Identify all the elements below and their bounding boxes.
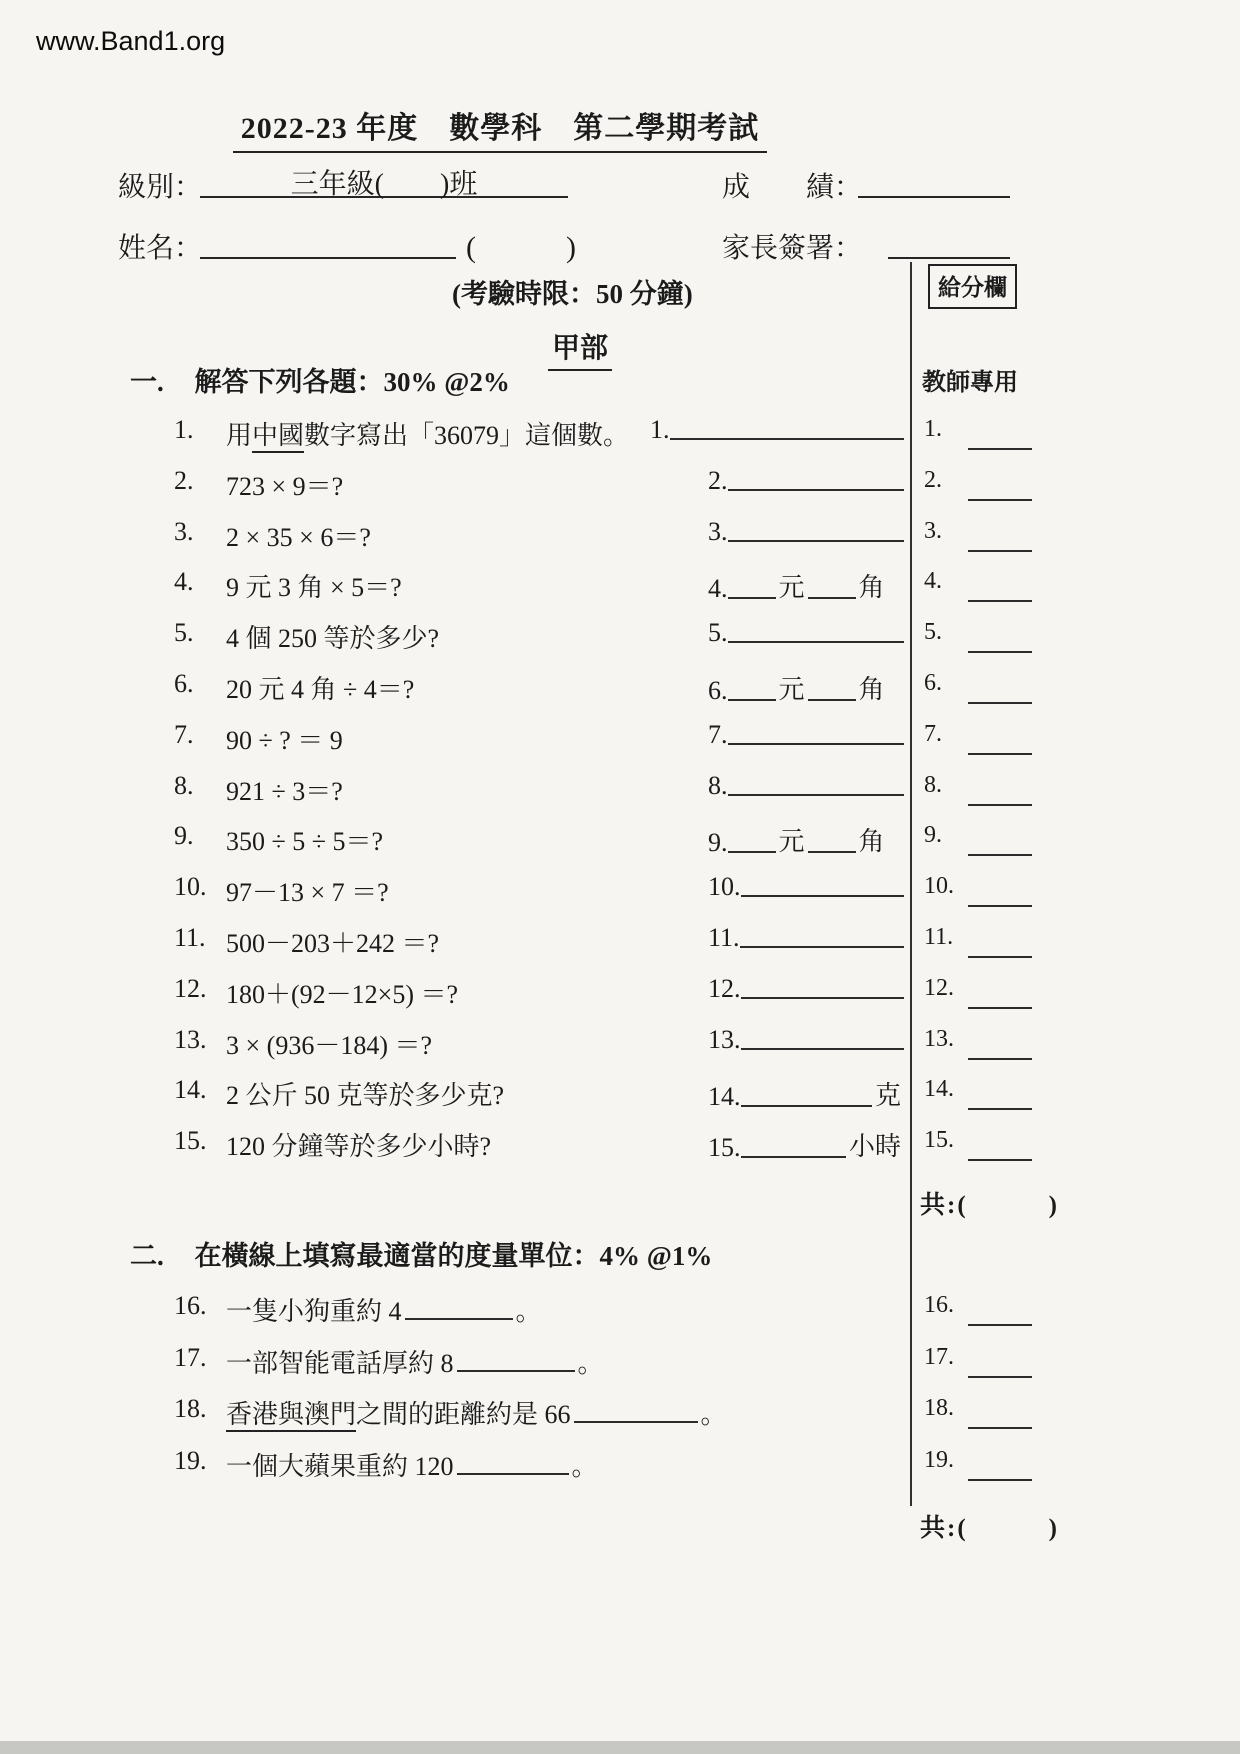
question-text (226, 923, 439, 960)
marks-line (968, 905, 1032, 907)
answer-number: 11. (708, 922, 740, 952)
question-number: 7. (174, 719, 194, 749)
marks-column-a (924, 406, 1036, 1168)
marks-row (924, 762, 1036, 813)
answer-line (741, 1048, 905, 1050)
score-label: 成 績： (722, 172, 863, 203)
answer-blank-area (708, 872, 904, 902)
answer-blank-area (708, 618, 904, 648)
question-text-part: 用 (226, 421, 253, 450)
question-text (226, 567, 402, 604)
marks-number: 17. (924, 1343, 954, 1370)
unit-label: 小時 (848, 1132, 901, 1162)
section-b-text: 在橫線上填寫最適當的度量單位：4% @1% (194, 1241, 713, 1271)
answer-line (740, 946, 904, 948)
question-row (130, 914, 910, 965)
question-row (130, 558, 910, 609)
question-text-part: 3 × (936－184) ＝? (226, 1030, 433, 1060)
question-text-part: 數字寫出「36079」這個數。 (304, 421, 630, 450)
marks-number: 13. (924, 1025, 954, 1052)
question-row (130, 812, 910, 863)
question-text (226, 517, 371, 554)
exam-title-text: 2022-23 年度 數學科 第二學期考試 (233, 103, 768, 153)
marks-row (924, 406, 1036, 457)
question-text-part: 。 (700, 1400, 727, 1429)
marks-row (924, 863, 1036, 914)
marks-row (924, 660, 1036, 711)
marks-row (924, 1385, 1036, 1437)
question-text-part: 120 分鐘等於多少小時? (226, 1132, 492, 1162)
question-text (226, 1075, 504, 1112)
question-number: 9. (174, 821, 194, 851)
part-a-heading (548, 326, 612, 371)
question-text (226, 720, 343, 757)
question-text-part: 20 元 4 角 ÷ 4＝? (226, 674, 415, 704)
parent-signature-label: 家長簽署： (722, 233, 863, 264)
answer-line (728, 540, 905, 542)
answer-line (808, 851, 856, 853)
answer-line (728, 851, 776, 853)
exam-title (0, 103, 1000, 153)
marks-row (924, 965, 1036, 1016)
marks-number: 2. (924, 466, 942, 493)
answer-line (808, 597, 856, 599)
unit-label: 角 (858, 674, 885, 704)
section-a-number: 一. (130, 367, 164, 397)
answer-line (728, 743, 905, 745)
question-text-part: 500－203＋242 ＝? (226, 928, 440, 958)
question-number: 1. (174, 415, 194, 444)
marks-number: 5. (924, 619, 942, 646)
question-text-part: 97－13 × 7 ＝? (226, 878, 389, 908)
marks-line (968, 499, 1032, 501)
marks-line (968, 1159, 1032, 1161)
question-text (226, 872, 389, 909)
class-label: 級別： (118, 172, 203, 203)
watermark: www.Band1.org (36, 26, 226, 56)
question-row (130, 863, 910, 914)
marks-line (968, 651, 1032, 653)
question-row (130, 1066, 910, 1117)
marks-line (968, 1058, 1032, 1060)
marks-number: 18. (924, 1395, 954, 1421)
marks-line (968, 956, 1032, 958)
answer-number: 10. (708, 872, 741, 902)
question-text-part: 。 (571, 1451, 598, 1481)
teacher-use-header: 教師專用 (922, 370, 1018, 396)
answer-line (728, 641, 905, 643)
question-text (226, 618, 439, 655)
question-number: 4. (174, 567, 194, 597)
marks-number: 16. (924, 1292, 954, 1318)
unit-label: 元 (778, 674, 805, 704)
answer-number: 15. (708, 1133, 741, 1163)
question-number: 6. (174, 668, 194, 698)
question-text (226, 821, 383, 858)
question-number: 2. (174, 465, 194, 495)
student-number-paren: ( ) (466, 231, 576, 264)
question-text-part: 921 ÷ 3＝? (226, 776, 343, 806)
unit-label: 角 (858, 573, 885, 603)
fill-blank-line (457, 1370, 575, 1372)
marks-box-title: 給分欄 (928, 264, 1017, 309)
question-number: 13. (174, 1024, 207, 1054)
answer-number: 13. (708, 1024, 741, 1054)
question-text (226, 1446, 598, 1483)
question-text-part: 之間的距離約是 66 (356, 1400, 571, 1429)
section-a-subtotal: 共:( ) (920, 1192, 1059, 1219)
question-row (130, 609, 910, 660)
question-text (226, 415, 629, 452)
question-row (130, 711, 910, 762)
marks-number: 3. (924, 517, 942, 544)
time-limit: (考驗時限：50 分鐘) (452, 279, 693, 309)
marks-row (924, 1282, 1036, 1334)
marks-line (968, 753, 1032, 755)
question-row (130, 508, 910, 559)
question-text (226, 1394, 727, 1431)
answer-number: 4. (708, 574, 728, 604)
question-text (226, 771, 343, 808)
unit-label: 元 (778, 573, 805, 603)
answer-line (728, 794, 905, 796)
marks-line (968, 550, 1032, 552)
question-number: 19. (174, 1445, 207, 1475)
answer-line (741, 1105, 872, 1107)
scan-edge-artifact (0, 1741, 1240, 1754)
answer-number: 12. (708, 973, 741, 1003)
question-number: 11. (174, 922, 206, 952)
question-number: 14. (174, 1075, 207, 1105)
marks-line (968, 1479, 1032, 1481)
fill-blank-line (574, 1421, 698, 1423)
score-line (858, 162, 1010, 198)
marks-line (968, 1376, 1032, 1378)
answer-blank-area (708, 466, 904, 496)
parent-signature-line (888, 223, 1010, 259)
marks-row (924, 609, 1036, 660)
fill-blank-line (405, 1318, 513, 1320)
marks-row (924, 1334, 1036, 1386)
question-text-part: 4 個 250 等於多少? (226, 624, 440, 654)
marks-row (924, 457, 1036, 508)
answer-line (728, 489, 905, 491)
marks-number: 14. (924, 1076, 954, 1103)
answer-line (741, 1156, 846, 1158)
marks-number: 9. (924, 822, 942, 849)
marks-column-divider (910, 262, 912, 1506)
question-text-part: 350 ÷ 5 ÷ 5＝? (226, 827, 384, 857)
marks-line (968, 804, 1032, 806)
marks-row (924, 1016, 1036, 1067)
underlined-text: 中國 (252, 421, 304, 453)
section-a-heading (130, 360, 510, 399)
marks-number: 10. (924, 873, 954, 900)
answer-blank-area (708, 1126, 904, 1163)
question-number: 12. (174, 973, 207, 1003)
answer-blank-area (708, 1075, 904, 1112)
answer-number: 1. (650, 415, 670, 444)
answer-blank-area (708, 567, 904, 604)
answer-blank-area (708, 771, 904, 801)
answer-blank-area (708, 923, 904, 953)
question-number: 18. (174, 1394, 207, 1423)
marks-number: 1. (924, 416, 942, 442)
marks-line (968, 1427, 1032, 1429)
question-text (226, 1291, 542, 1328)
name-label: 姓名： (118, 233, 203, 264)
answer-number: 9. (708, 828, 728, 858)
marks-line (968, 600, 1032, 602)
question-text-part: 。 (577, 1348, 604, 1378)
marks-line (968, 448, 1032, 450)
question-text-part: 90 ÷ ? ＝ 9 (226, 725, 343, 755)
question-row (130, 1282, 910, 1334)
marks-line (968, 854, 1032, 856)
marks-column-b (924, 1282, 1036, 1488)
question-text-part: 一個大蘋果重約 120 (226, 1451, 454, 1481)
answer-line (728, 699, 776, 701)
marks-row (924, 1437, 1036, 1489)
answer-line (728, 597, 776, 599)
section-a-question-list (130, 406, 910, 1168)
question-text (226, 466, 343, 503)
question-row (130, 660, 910, 711)
part-a-text: 甲部 (548, 326, 612, 371)
marks-number: 7. (924, 720, 942, 747)
question-number: 16. (174, 1291, 207, 1320)
question-number: 8. (174, 770, 194, 800)
question-text (226, 1126, 491, 1163)
answer-blank-area (708, 821, 904, 858)
marks-number: 12. (924, 974, 954, 1001)
question-text-part: 2 × 35 × 6＝? (226, 522, 371, 552)
answer-line (741, 895, 905, 897)
question-text (226, 1025, 432, 1062)
answer-number: 2. (708, 465, 728, 495)
marks-row (924, 1066, 1036, 1117)
answer-line (670, 438, 905, 440)
question-text-part: 9 元 3 角 × 5＝? (226, 573, 402, 603)
question-row (130, 1437, 910, 1489)
marks-row (924, 1117, 1036, 1168)
marks-row (924, 558, 1036, 609)
answer-blank-area (708, 974, 904, 1004)
unit-label: 元 (778, 827, 805, 857)
marks-number: 15. (924, 1127, 954, 1154)
question-row (130, 457, 910, 508)
question-text-part: 一隻小狗重約 4 (226, 1297, 402, 1326)
marks-line (968, 1007, 1032, 1009)
unit-label: 角 (858, 827, 885, 857)
marks-row (924, 914, 1036, 965)
question-row (130, 965, 910, 1016)
underlined-text: 香港與澳門 (226, 1400, 356, 1432)
question-number: 5. (174, 618, 194, 648)
question-row (130, 1334, 910, 1386)
marks-number: 19. (924, 1446, 954, 1473)
question-row (130, 406, 910, 457)
answer-blank-area (708, 1025, 904, 1055)
marks-row (924, 812, 1036, 863)
marks-line (968, 1324, 1032, 1326)
answer-blank-area (708, 720, 904, 750)
question-row (130, 1016, 910, 1067)
answer-number: 7. (708, 719, 728, 749)
question-number: 15. (174, 1126, 207, 1156)
class-value-line: 三年級( )班 (200, 162, 568, 198)
question-text-part: 180＋(92－12×5) ＝? (226, 979, 459, 1009)
marks-line (968, 1108, 1032, 1110)
question-text-part: 一部智能電話厚約 8 (226, 1348, 454, 1378)
question-text (226, 974, 458, 1011)
answer-number: 5. (708, 618, 728, 648)
answer-blank-area (708, 669, 904, 706)
section-b-number: 二. (130, 1241, 164, 1271)
marks-row (924, 711, 1036, 762)
unit-label: 克 (874, 1081, 901, 1111)
question-text-part: 723 × 9＝? (226, 471, 344, 501)
answer-line (808, 699, 856, 701)
name-line (200, 223, 456, 259)
answer-blank-area (650, 415, 904, 445)
question-text (226, 669, 414, 706)
marks-number: 11. (924, 923, 954, 950)
question-row (130, 1385, 910, 1437)
section-b-question-list (130, 1282, 910, 1488)
answer-number: 3. (708, 516, 728, 546)
answer-blank-area (708, 517, 904, 547)
question-row (130, 1117, 910, 1168)
marks-line (968, 702, 1032, 704)
answer-line (741, 997, 905, 999)
question-text-part: 。 (515, 1297, 542, 1326)
question-row (130, 762, 910, 813)
answer-number: 8. (708, 770, 728, 800)
fill-blank-line (457, 1473, 569, 1475)
question-text-part: 2 公斤 50 克等於多少克? (226, 1081, 505, 1111)
answer-number: 6. (708, 675, 728, 705)
marks-number: 4. (924, 568, 942, 595)
marks-number: 8. (924, 771, 942, 798)
section-a-text: 解答下列各題：30% @2% (194, 367, 510, 397)
section-b-heading (130, 1234, 712, 1273)
answer-number: 14. (708, 1082, 741, 1112)
marks-row (924, 508, 1036, 559)
section-b-subtotal: 共:( ) (920, 1515, 1059, 1542)
question-number: 3. (174, 516, 194, 546)
question-number: 10. (174, 872, 207, 902)
marks-number: 6. (924, 669, 942, 696)
question-number: 17. (174, 1342, 207, 1372)
question-text (226, 1343, 604, 1380)
